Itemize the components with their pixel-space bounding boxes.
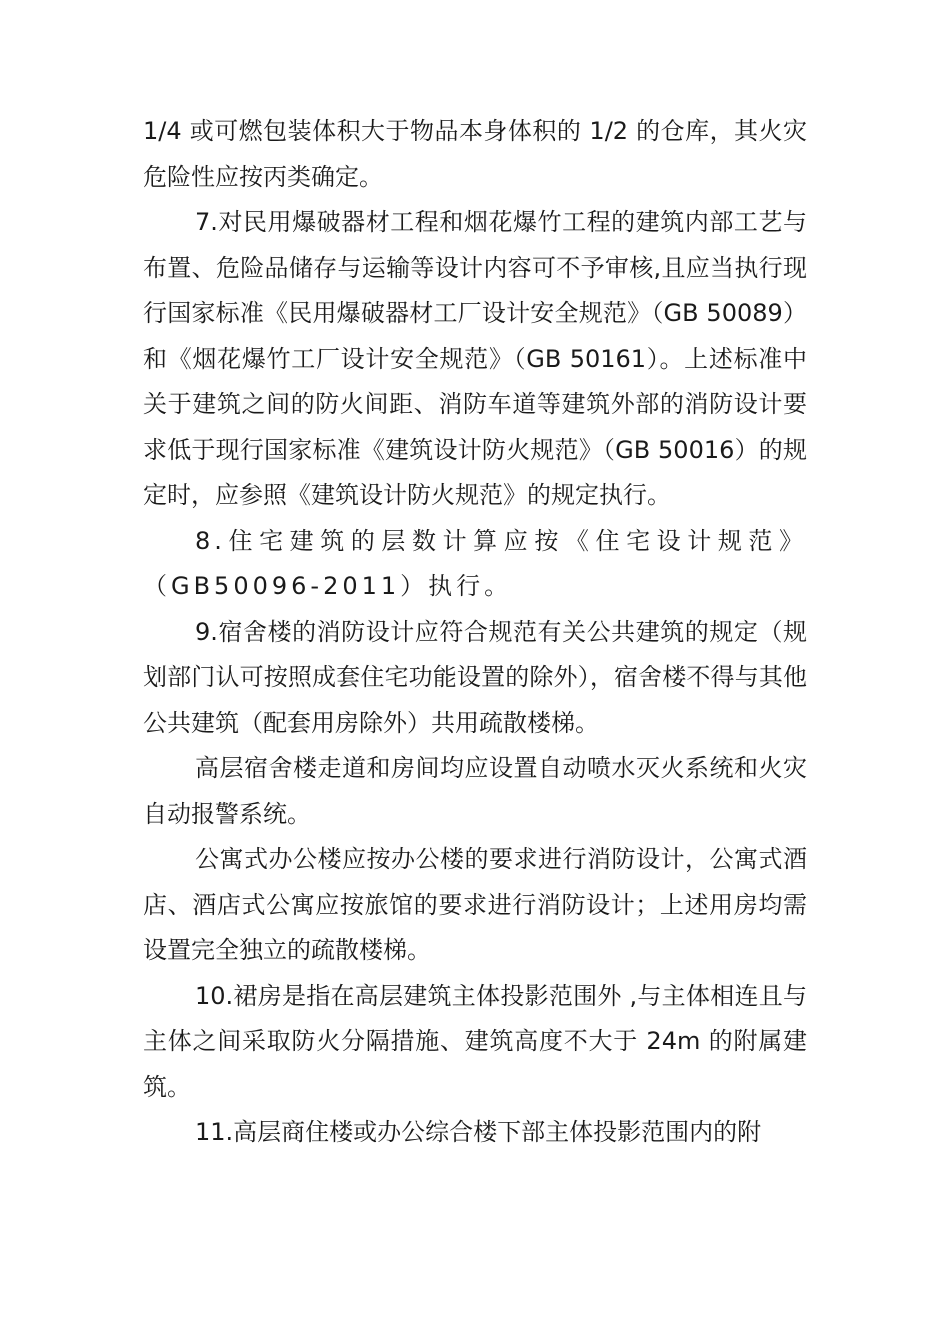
paragraph-item-7: 7.对民用爆破器材工程和烟花爆竹工程的建筑内部工艺与布置、危险品储存与运输等设计内容可不予审核,且应当执行现行国家标准《民用爆破器材工厂设计安全规范》（GB 50089）和《烟花爆竹工厂设计安全规范》（GB 50161）。上述标准中关于建筑之间的防火间距、消防车道等建筑外部的消防设计要求低于现行国家标准《建筑设计防火规范》（GB 50016）的规定时，应参照《建筑设计防火规范》的规定执行。: [143, 208, 807, 509]
paragraph-item-10: 10.裙房是指在高层建筑主体投影范围外 ,与主体相连且与主体之间采取防火分隔措施、建筑高度不大于 24m 的附属建筑。: [143, 981, 807, 1101]
document-body: [143, 109, 807, 1156]
paragraph-item-11: 11.高层商住楼或办公综合楼下部主体投影范围内的附: [195, 1118, 762, 1146]
paragraph-item-8: 8.住宅建筑的层数计算应按《住宅设计规范》（GB50096-2011）执行。: [143, 526, 807, 600]
paragraph-high-rise-dormitory: 高层宿舍楼走道和房间均应设置自动喷水灭火系统和火灾自动报警系统。: [143, 754, 807, 828]
paragraph-item-9: 9.宿舍楼的消防设计应符合规范有关公共建筑的规定（规划部门认可按照成套住宅功能设置的除外），宿舍楼不得与其他公共建筑（配套用房除外）共用疏散楼梯。: [143, 617, 807, 737]
paragraph-apartment-office: 公寓式办公楼应按办公楼的要求进行消防设计，公寓式酒店、酒店式公寓应按旅馆的要求进行消防设计；上述用房均需设置完全独立的疏散楼梯。: [143, 845, 807, 964]
paragraph-fire-risk-continuation: 1/4 或可燃包装体积大于物品本身体积的 1/2 的仓库，其火灾危险性应按丙类确定。: [143, 117, 807, 191]
